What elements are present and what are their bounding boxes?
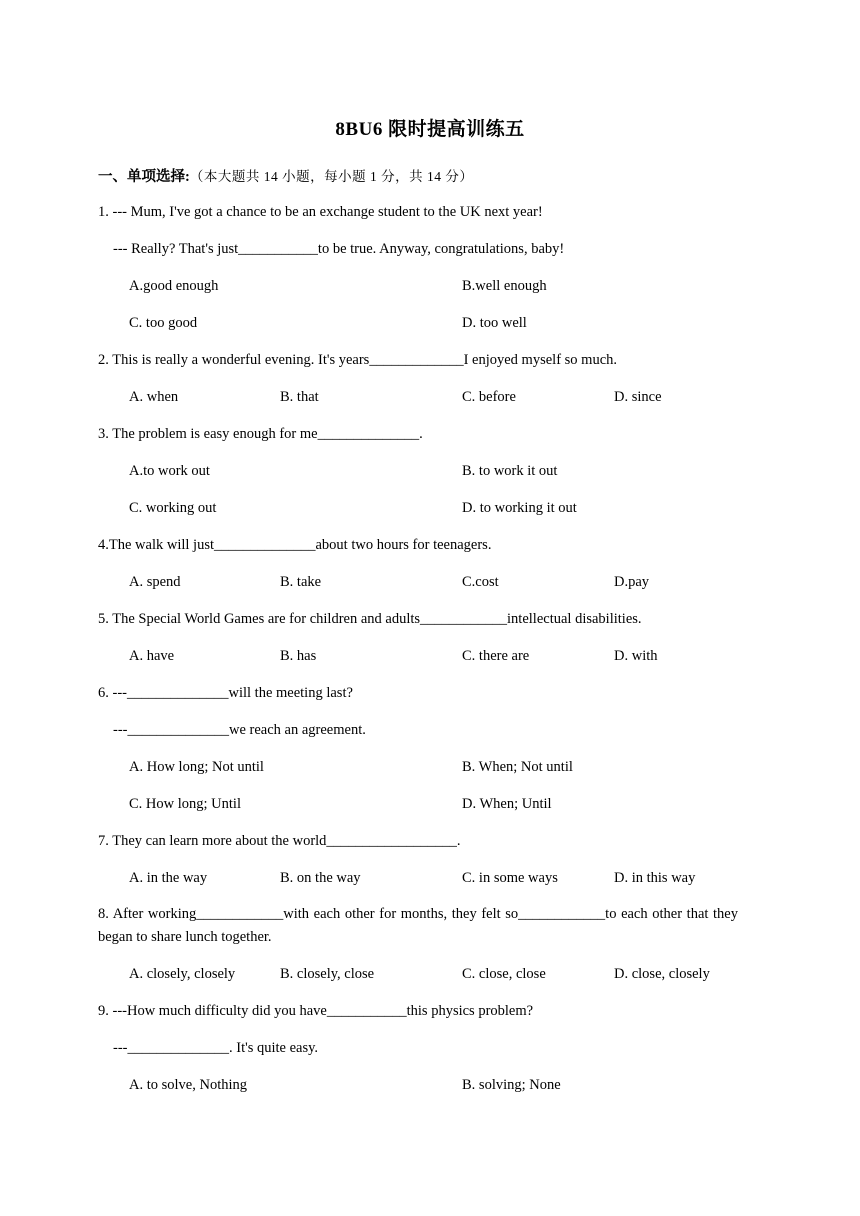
- question-4-option-b: B. take: [280, 574, 322, 590]
- question-6-reply: ---______________we reach an agreement.: [113, 722, 366, 738]
- question-6-option-b: B. When; Not until: [462, 759, 573, 775]
- question-3-option-b: B. to work it out: [462, 463, 558, 479]
- question-3-option-d: D. to working it out: [462, 500, 577, 516]
- section-heading-label: 一、单项选择:: [98, 169, 190, 185]
- section-heading: [98, 165, 473, 186]
- question-1-text: 1. --- Mum, I've got a chance to be an exchange student to the UK next year!: [98, 204, 543, 220]
- question-7-text: 7. They can learn more about the world__________________.: [98, 833, 461, 849]
- question-3-text: 3. The problem is easy enough for me______________.: [98, 426, 423, 442]
- question-2-option-d: D. since: [614, 389, 662, 405]
- question-1-option-b: B.well enough: [462, 278, 547, 294]
- question-7-option-c: C. in some ways: [462, 870, 558, 886]
- question-6-option-a: A. How long; Not until: [129, 759, 264, 775]
- question-6-option-c: C. How long; Until: [129, 796, 241, 812]
- question-5-option-a: A. have: [129, 648, 175, 664]
- question-6-text: 6. ---______________will the meeting last?: [98, 685, 353, 701]
- question-5-option-c: C. there are: [462, 648, 530, 664]
- question-9-option-a: A. to solve, Nothing: [129, 1077, 248, 1093]
- question-6-option-d: D. When; Until: [462, 796, 552, 812]
- question-1-option-d: D. too well: [462, 315, 527, 331]
- question-2-text: 2. This is really a wonderful evening. It's years_____________I enjoyed myself so much.: [98, 352, 618, 368]
- question-8-option-b: B. closely, close: [280, 966, 375, 982]
- question-2-option-a: A. when: [129, 389, 179, 405]
- page-title: 8BU6 限时提高训练五: [335, 119, 525, 140]
- question-5-text: 5. The Special World Games are for children and adults____________intellectual disabilities.: [98, 611, 642, 627]
- question-2-option-c: C. before: [462, 389, 516, 405]
- question-4-option-d: D.pay: [614, 574, 650, 590]
- question-4-option-a: A. spend: [129, 574, 181, 590]
- question-8-text: 8. After working____________with each other for months, they felt so____________to each other that they began to share lunch together.: [98, 906, 738, 945]
- question-4-text: 4.The walk will just______________about two hours for teenagers.: [98, 537, 492, 553]
- question-9-text: 9. ---How much difficulty did you have___________this physics problem?: [98, 1003, 534, 1019]
- question-8-option-c: C. close, close: [462, 966, 546, 982]
- question-9-option-b: B. solving; None: [462, 1077, 561, 1093]
- question-3-option-c: C. working out: [129, 500, 217, 516]
- question-8-option-a: A. closely, closely: [129, 966, 236, 982]
- question-1-option-c: C. too good: [129, 315, 198, 331]
- question-5-option-b: B. has: [280, 648, 317, 664]
- question-7-option-b: B. on the way: [280, 870, 361, 886]
- question-1-option-a: A.good enough: [129, 278, 219, 294]
- question-8-option-d: D. close, closely: [614, 966, 710, 982]
- question-7-option-d: D. in this way: [614, 870, 696, 886]
- question-4-option-c: C.cost: [462, 574, 499, 590]
- question-9-reply: ---______________. It's quite easy.: [113, 1040, 319, 1056]
- section-heading-note: （本大题共 14 小题，每小题 1 分，共 14 分）: [189, 169, 474, 184]
- question-2-option-b: B. that: [280, 389, 319, 405]
- question-7-option-a: A. in the way: [129, 870, 208, 886]
- question-3-option-a: A.to work out: [129, 463, 210, 479]
- question-1-reply: --- Really? That's just___________to be true. Anyway, congratulations, baby!: [113, 241, 565, 257]
- question-5-option-d: D. with: [614, 648, 658, 664]
